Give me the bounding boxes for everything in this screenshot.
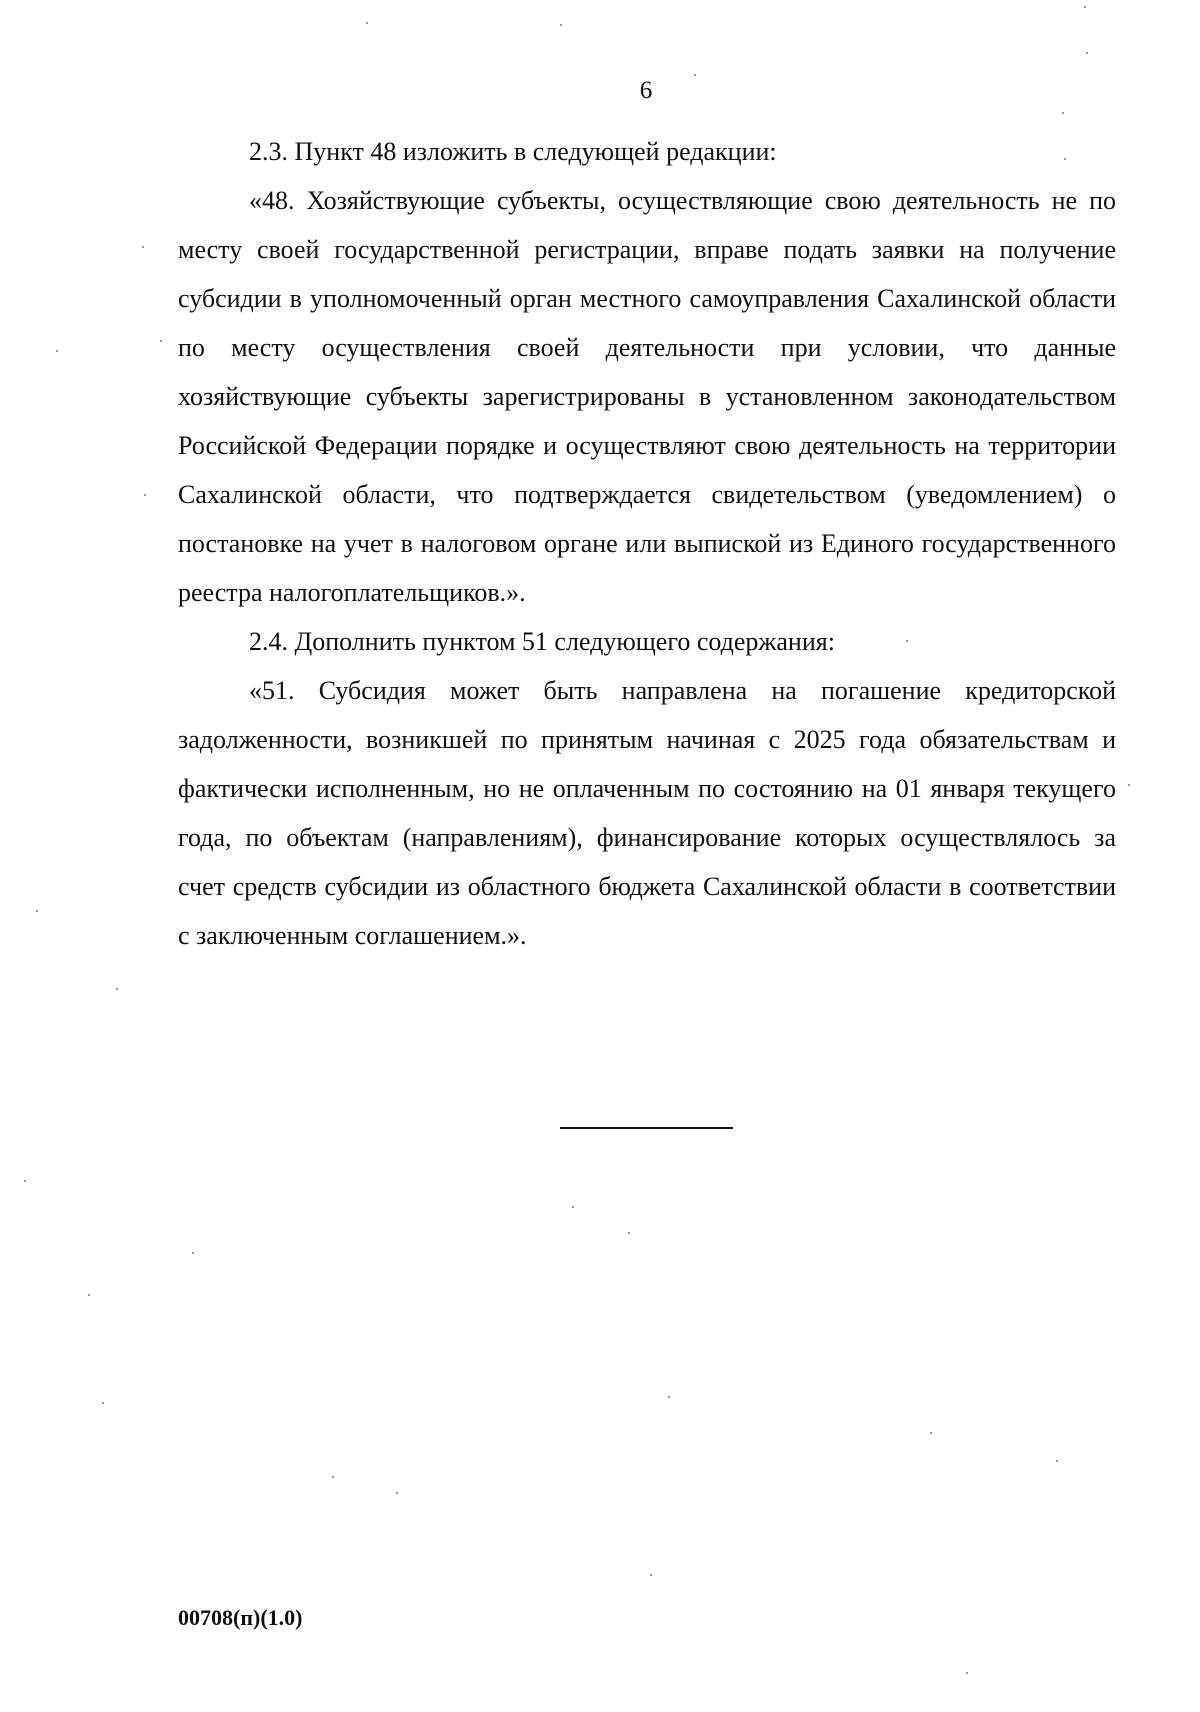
end-divider bbox=[560, 1127, 733, 1129]
paragraph-item-2-3: 2.3. Пункт 48 изложить в следующей редакции: bbox=[249, 137, 777, 166]
paragraph-item-51: «51. Субсидия может быть направлена на погашение кредиторской задолженности, возникшей по принятым начиная с 2025 года обязательствам и фактически исполненным, но не оплаченным по состоянию на 01 января текущего года, по объектам (направлениям), финансирование которых осуществлялось за счет средств субсидии из областного бюджета Сахалинской области в соответствии с заключенным соглашением.». bbox=[178, 676, 1116, 950]
document-body bbox=[178, 127, 1116, 960]
paragraph-item-48: «48. Хозяйствующие субъекты, осуществляющие свою деятельность не по месту своей государственной регистрации, вправе подать заявки на получение субсидии в уполномоченный орган местного самоуправления Сахалинской области по месту осуществления своей деятельности при условии, что данные хозяйствующие субъекты зарегистрированы в установленном законодательством Российской Федерации порядке и осуществляют свою деятельность на территории Сахалинской области, что подтверждается свидетельством (уведомлением) о постановке на учет в налоговом органе или выпиской из Единого государственного реестра налогоплательщиков.». bbox=[178, 186, 1116, 607]
document-code: 00708(п)(1.0) bbox=[178, 1605, 303, 1630]
page-number: 6 bbox=[639, 77, 653, 104]
paragraph-item-2-4: 2.4. Дополнить пунктом 51 следующего содержания: bbox=[249, 627, 835, 656]
